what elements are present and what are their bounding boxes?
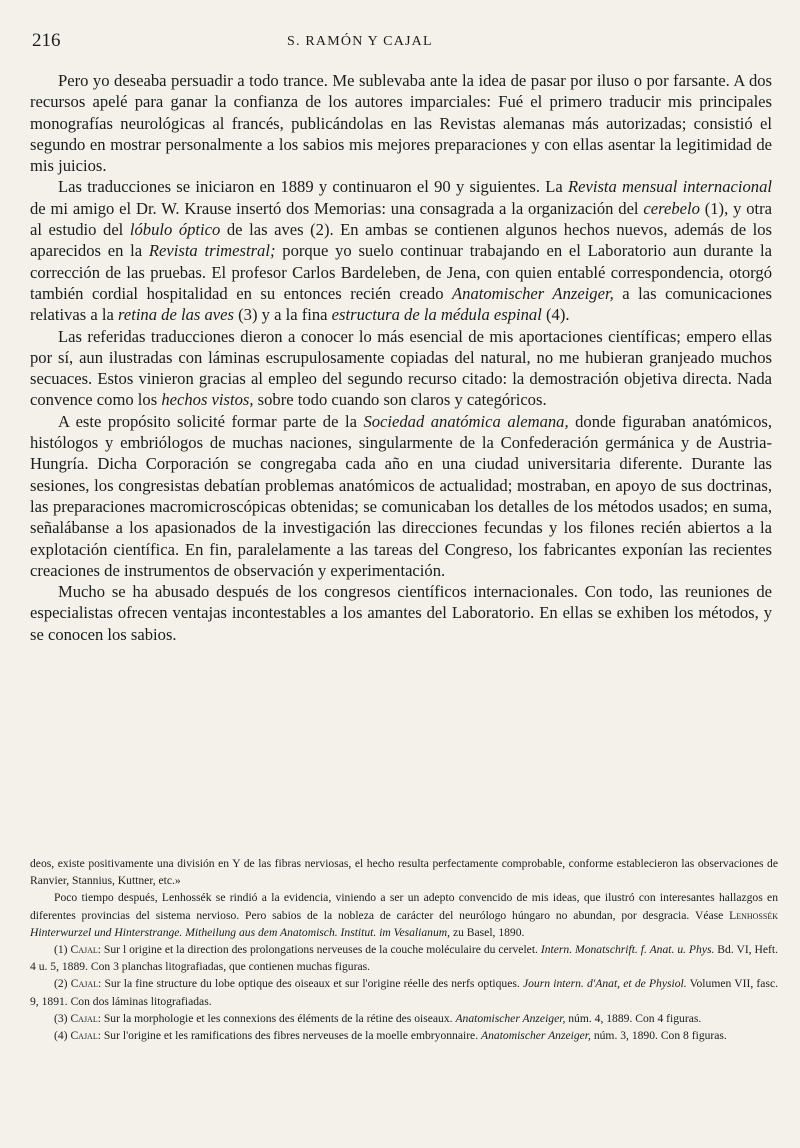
footnote-3: (3) Cajal: Sur la morphologie et les connexions des éléments de la rétine des oiseaux. Anatomischer Anzeiger, núm. 4, 1889. Con 4 figuras. — [54, 1011, 702, 1025]
running-head: S. RAMÓN Y CAJAL — [287, 34, 433, 49]
paragraph-4: A este propósito solicité formar parte de la Sociedad anatómica alemana, donde figuraban anatómicos, histólogos y embriólogos de muchas naciones, singularmente de la Confederación germánica y de Austria-Hungría. Dicha Corporación se congregaba cada año en una ciudad universitaria diferente. Durante las sesiones, los congresistas debatían problemas anatómicos de actualidad; mostraban, en apoyo de sus doctrinas, las preparaciones macromicroscópicas obtenidas; se comunicaban los detalles de los métodos usados; en suma, señalábanse a los apasionados de la investigación las direcciones fecundas y los filones recién abiertos a la explotación científica. En fin, paralelamente a las tareas del Congreso, los fabricantes exponían las recientes creaciones de instrumentos de observación y experimentación. — [30, 411, 772, 580]
paragraph-3: Las referidas traducciones dieron a conocer lo más esencial de mis aportaciones científicas; empero ellas por sí, aun ilustradas con láminas escrupulosamente copiadas del natural, no me hubieran granjeado muchos secuaces. Estos vinieron gracias al empleo del segundo recurso citado: la demostración objetiva directa. Nada convence como los hechos vistos, sobre todo cuando son claros y categóricos. — [30, 326, 772, 410]
footnote-1: (1) Cajal: Sur l origine et la direction des prolongations nerveuses de la couche moléculaire du cervelet. Intern. Monatschrift. f. Anat. u. Phys. Bd. VI, Heft. 4 u. 5, 1889. Con 3 planchas litografiadas, que contienen muchas figuras. — [30, 943, 779, 974]
paragraph-1: Pero yo deseaba persuadir a todo trance. Me sublevaba ante la idea de pasar por iluso o por farsante. A dos recursos apelé para ganar la confianza de los autores imparciales: Fué el primero traducir mis principales monografías neurológicas al francés, publicándolas en las Revistas alemanas más autorizadas; consistió el segundo en mostrar personalmente a los sabios mis mejores preparaciones y con ellas asentar la legitimidad de mis juicios. — [30, 71, 772, 176]
footnote-continuation: deos, existe positivamente una división en Y de las fibras nerviosas, el hecho resulta perfectamente comprobable, conforme establecieron las observaciones de Ranvier, Stannius, Kuttner, etc.» — [30, 857, 778, 888]
footnote-note-a: Poco tiempo después, Lenhossék se rindió a la evidencia, viniendo a ser un adepto convencido de mis ideas, que ilustró con interesantes hallazgos en diferentes provincias del sistema nervioso. Pero sabios de la nobleza de carácter del neurólogo húngaro no abundan, por desgracia. Véase Lenhossék Hinterwurzel und Hinterstrange. Mitheilung aus dem Anatomisch. Institut. im Vesalianum, zu Basel, 1890. — [30, 891, 778, 939]
paragraph-5: Mucho se ha abusado después de los congresos científicos internacionales. Con todo, las reuniones de especialistas ofrecen ventajas incontestables a los amantes del Laboratorio. En ellas se exhiben los métodos, y se conocen los sabios. — [30, 582, 772, 644]
body-text — [30, 70, 772, 645]
footnotes — [30, 855, 778, 1044]
footnote-4: (4) Cajal: Sur l'origine et les ramifications des fibres nerveuses de la moelle embryonnaire. Anatomischer Anzeiger, núm. 3, 1890. Con 8 figuras. — [54, 1029, 727, 1043]
footnote-2: (2) Cajal: Sur la fine structure du lobe optique des oiseaux et sur l'origine réelle des nerfs optiques. Journ intern. d'Anat, et de Physiol. Volumen VII, fasc. 9, 1891. Con dos láminas litografiadas. — [30, 977, 778, 1008]
page-number: 216 — [32, 30, 61, 51]
paragraph-2: Las traducciones se iniciaron en 1889 y continuaron el 90 y siguientes. La Revista mensual internacional de mi amigo el Dr. W. Krause insertó dos Memorias: una consagrada a la organización del cerebelo (1), y otra al estudio del lóbulo óptico de las aves (2). En ambas se contienen algunos hechos nuevos, además de los aparecidos en la Revista trimestral; porque yo suelo continuar trabajando en el Laboratorio aun durante la corrección de las pruebas. El profesor Carlos Bardeleben, de Jena, con quien entablé correspondencia, otorgó también cordial hospitalidad en su entonces recién creado Anatomischer Anzeiger, a las comunicaciones relativas a la retina de las aves (3) y a la fina estructura de la médula espinal (4). — [30, 177, 772, 325]
